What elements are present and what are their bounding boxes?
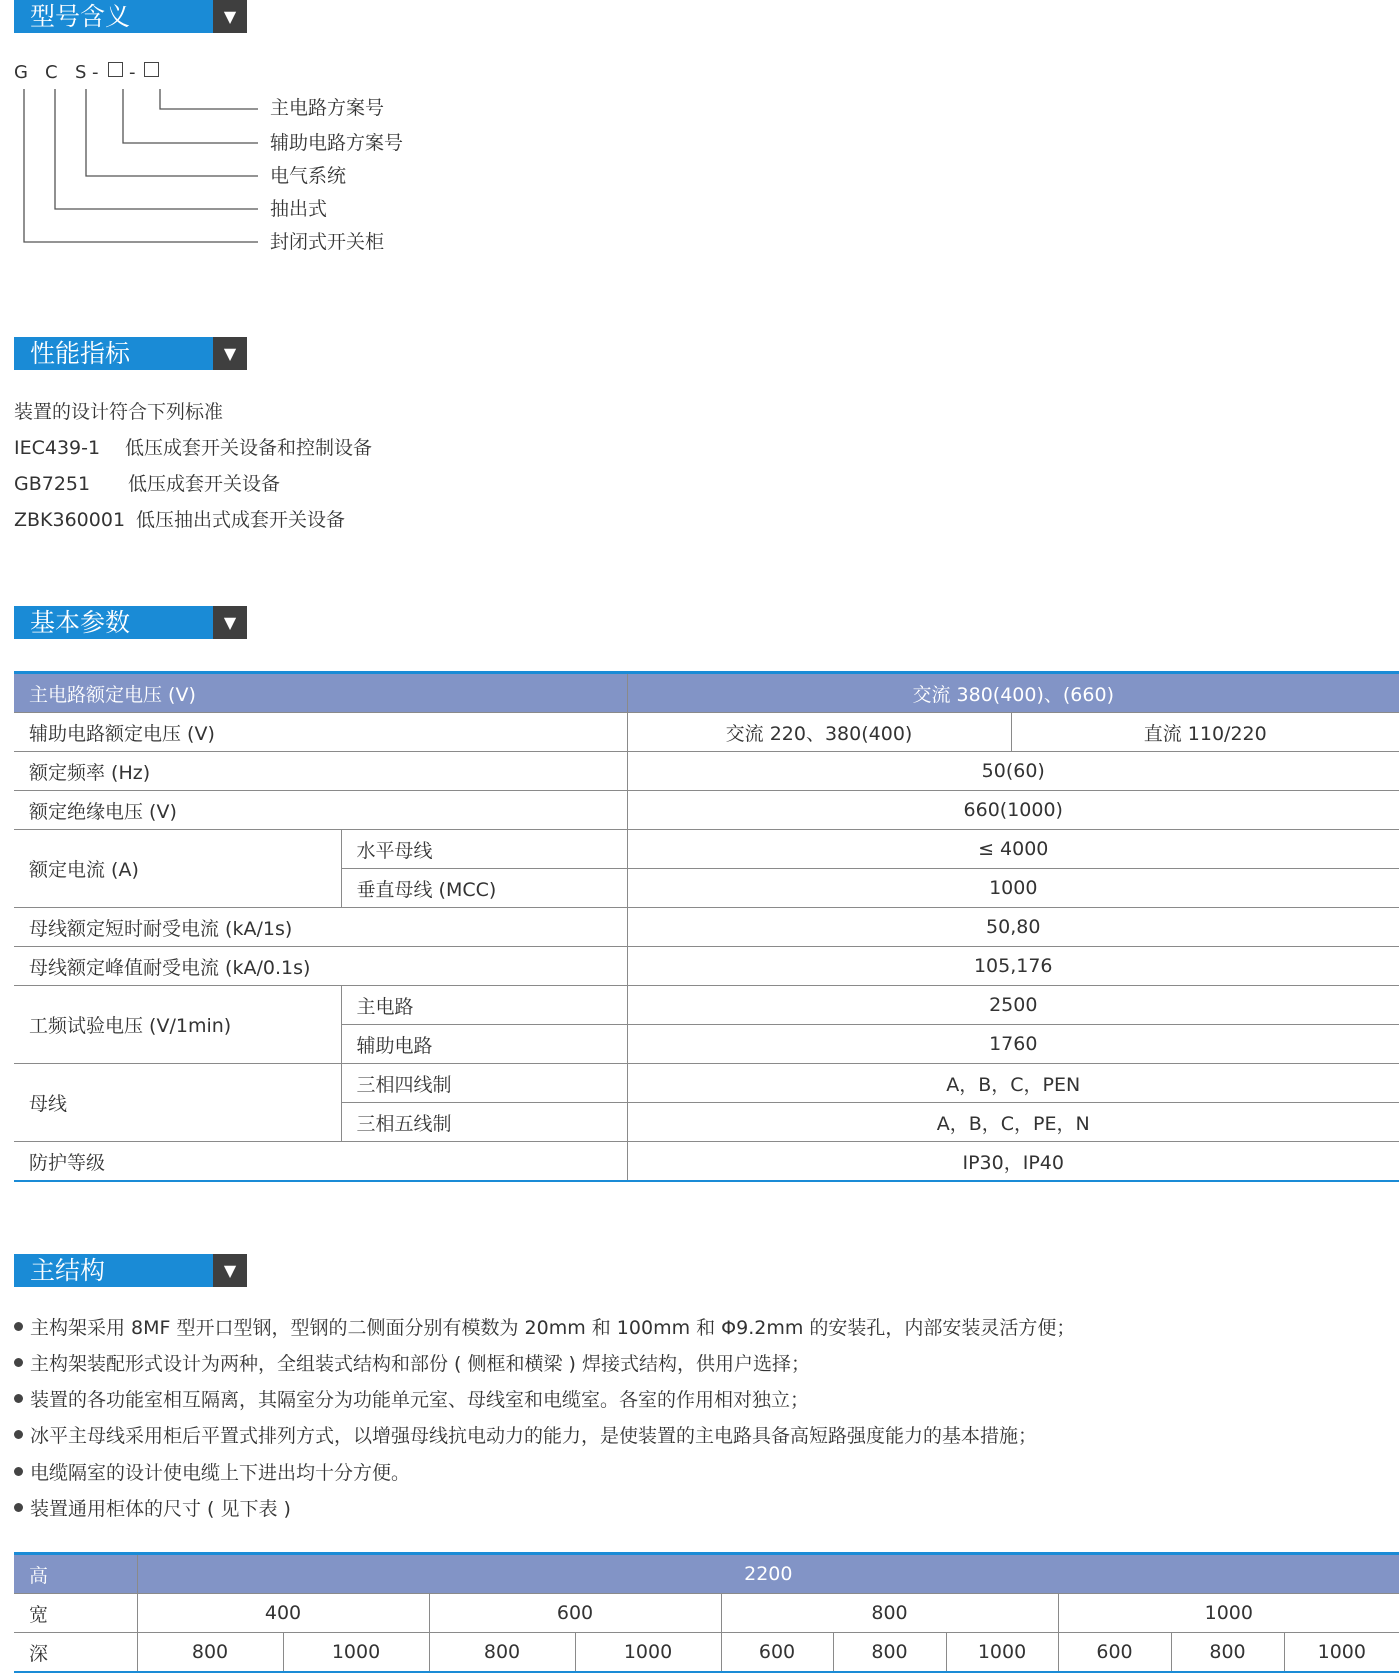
standard-code: ZBK360001: [14, 509, 126, 531]
meaning-main-circuit: 主电路方案号: [270, 97, 385, 119]
dim-value: 1000: [575, 1633, 721, 1673]
param-value: A，B，C，PEN: [627, 1064, 1399, 1103]
param-value: 50,80: [627, 908, 1399, 947]
standard-name: 低压成套开关设备: [128, 473, 281, 495]
param-value: 1760: [627, 1025, 1399, 1064]
dim-label: 深: [14, 1633, 137, 1673]
table-row: [14, 1594, 1399, 1633]
param-value: 交流 220、380(400): [627, 713, 1011, 752]
dim-value: 800: [429, 1633, 575, 1673]
table-row: [14, 791, 1399, 830]
table-row: [14, 1633, 1399, 1673]
dim-label: 高: [14, 1554, 137, 1594]
dim-value: 800: [137, 1633, 283, 1673]
param-value: ≤ 4000: [627, 830, 1399, 869]
dim-value: 600: [429, 1594, 721, 1633]
dim-value: 800: [721, 1594, 1058, 1633]
dim-value: 2200: [137, 1554, 1399, 1594]
dim-value: 400: [137, 1594, 429, 1633]
bullet-text: 主构架装配形式设计为两种，全组装式结构和部份 ( 侧框和横梁 ) 焊接式结构，供用户选择；: [30, 1353, 810, 1375]
triangle-down-icon: ▼: [213, 606, 247, 639]
standard-name: 低压成套开关设备和控制设备: [125, 437, 373, 459]
bullet-text: 电缆隔室的设计使电缆上下进出均十分方便。: [30, 1462, 411, 1484]
section-header-params: [14, 606, 247, 639]
section-title: 基本参数: [30, 608, 131, 637]
list-item: [14, 1315, 1075, 1341]
table-row: [14, 713, 1399, 752]
bullet-icon: [14, 1394, 23, 1403]
meaning-enclosed-switchgear: 封闭式开关柜: [270, 231, 385, 253]
param-label: 额定绝缘电压 (V): [14, 791, 627, 830]
param-sublabel: 三相五线制: [341, 1103, 627, 1142]
param-value: 1000: [627, 869, 1399, 908]
dim-value: 800: [833, 1633, 946, 1673]
section-title: 主结构: [30, 1256, 106, 1285]
params-table: [14, 671, 1399, 1182]
param-label: 主电路额定电压 (V): [14, 673, 627, 713]
param-label: 母线: [14, 1064, 341, 1142]
list-item: [14, 1460, 410, 1486]
code-letter-s: S: [75, 62, 87, 83]
param-value: 2500: [627, 986, 1399, 1025]
param-label: 防护等级: [14, 1142, 627, 1182]
table-row: [14, 830, 1399, 869]
param-value: 直流 110/220: [1011, 713, 1399, 752]
meaning-aux-circuit: 辅助电路方案号: [270, 132, 404, 154]
params-header-row: [14, 673, 1399, 713]
param-value: 105,176: [627, 947, 1399, 986]
code-dash: -: [92, 62, 99, 83]
dim-value: 1000: [283, 1633, 429, 1673]
bullet-icon: [14, 1322, 23, 1331]
param-sublabel: 垂直母线 (MCC): [341, 869, 627, 908]
standard-code: GB7251: [14, 473, 91, 495]
dim-value: 1000: [1284, 1633, 1399, 1673]
dim-value: 600: [721, 1633, 833, 1673]
bullet-icon: [14, 1358, 23, 1367]
section-title: 型号含义: [30, 2, 131, 31]
list-item: [14, 1423, 1037, 1449]
code-placeholder-box: [144, 62, 159, 77]
table-row: [14, 986, 1399, 1025]
section-title: 性能指标: [30, 339, 131, 368]
standard-name: 低压抽出式成套开关设备: [136, 509, 346, 531]
code-placeholder-box: [108, 62, 123, 77]
code-dash: -: [129, 62, 136, 83]
list-item: [14, 1387, 809, 1413]
section-header-structure: [14, 1254, 247, 1287]
list-item: [14, 1496, 291, 1522]
table-row: [14, 947, 1399, 986]
triangle-down-icon: ▼: [213, 0, 247, 33]
code-letter-c: C: [45, 62, 58, 83]
table-row: [14, 1142, 1399, 1182]
param-label: 母线额定短时耐受电流 (kA/1s): [14, 908, 627, 947]
bullet-icon: [14, 1467, 23, 1476]
triangle-down-icon: ▼: [213, 337, 247, 370]
param-value: A，B，C，PE，N: [627, 1103, 1399, 1142]
param-sublabel: 辅助电路: [341, 1025, 627, 1064]
bullet-icon: [14, 1430, 23, 1439]
triangle-down-icon: ▼: [213, 1254, 247, 1287]
table-row: [14, 1064, 1399, 1103]
meaning-drawout: 抽出式: [270, 198, 328, 220]
bullet-text: 装置通用柜体的尺寸 ( 见下表 ): [30, 1498, 291, 1520]
standard-code: IEC439-1: [14, 437, 101, 459]
section-header-model: [14, 0, 247, 33]
param-sublabel: 主电路: [341, 986, 627, 1025]
standards-intro: 装置的设计符合下列标准: [14, 401, 224, 423]
bullet-text: 冰平主母线采用柜后平置式排列方式，以增强母线抗电动力的能力，是使装置的主电路具备高短路强度能力的基本措施；: [30, 1425, 1038, 1447]
dim-value: 1000: [946, 1633, 1058, 1673]
table-row: [14, 752, 1399, 791]
param-value: IP30，IP40: [627, 1142, 1399, 1182]
dim-label: 宽: [14, 1594, 137, 1633]
bullet-icon: [14, 1503, 23, 1512]
param-label: 额定电流 (A): [14, 830, 341, 908]
bullet-text: 装置的各功能室相互隔离，其隔室分为功能单元室、母线室和电缆室。各室的作用相对独立；: [30, 1389, 810, 1411]
section-header-performance: [14, 337, 247, 370]
code-letter-g: G: [14, 62, 28, 83]
param-value: 50(60): [627, 752, 1399, 791]
param-label: 额定频率 (Hz): [14, 752, 627, 791]
param-label: 母线额定峰值耐受电流 (kA/0.1s): [14, 947, 627, 986]
dim-value: 800: [1171, 1633, 1284, 1673]
param-label: 工频试验电压 (V/1min): [14, 986, 341, 1064]
model-code-connector-lines: [0, 80, 260, 260]
dim-value: 1000: [1058, 1594, 1399, 1633]
param-label: 辅助电路额定电压 (V): [14, 713, 627, 752]
bullet-text: 主构架采用 8MF 型开口型钢，型钢的二侧面分别有模数为 20mm 和 100mm 和 Φ9.2mm 的安装孔，内部安装灵活方便；: [30, 1317, 1076, 1339]
meaning-electrical-system: 电气系统: [270, 165, 347, 187]
param-sublabel: 水平母线: [341, 830, 627, 869]
list-item: [14, 1351, 810, 1377]
dim-value: 600: [1058, 1633, 1171, 1673]
dimensions-table: [14, 1552, 1399, 1673]
table-row: [14, 908, 1399, 947]
param-value: 交流 380(400)、(660): [627, 673, 1399, 713]
dims-header-row: [14, 1554, 1399, 1594]
param-value: 660(1000): [627, 791, 1399, 830]
param-sublabel: 三相四线制: [341, 1064, 627, 1103]
